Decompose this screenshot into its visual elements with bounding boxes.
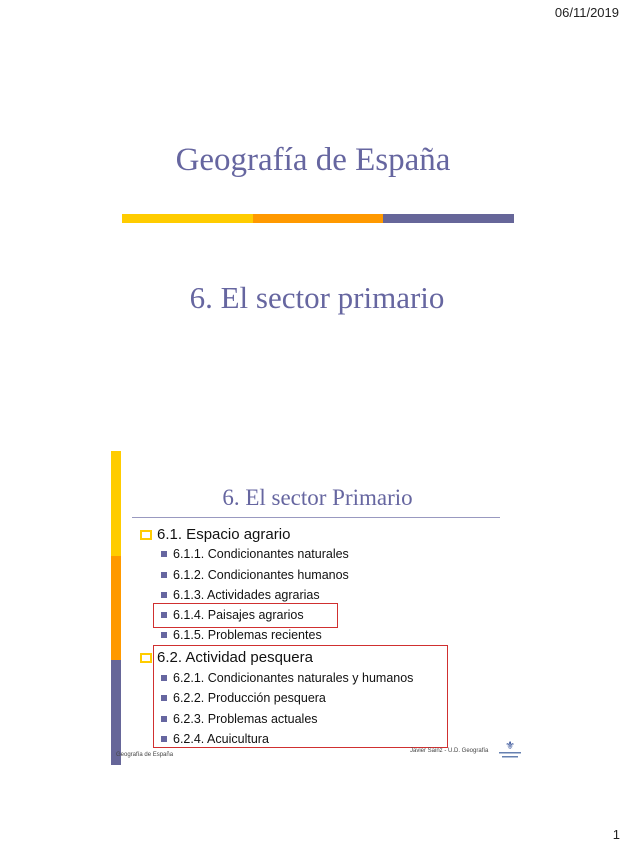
square-bullet-icon bbox=[161, 551, 167, 557]
accent-purple bbox=[111, 660, 121, 765]
university-logo-icon bbox=[496, 737, 524, 763]
hollow-square-bullet-icon bbox=[140, 653, 152, 663]
page-number: 1 bbox=[612, 827, 620, 842]
square-bullet-icon bbox=[161, 592, 167, 598]
divider-orange bbox=[253, 214, 384, 223]
divider-yellow bbox=[122, 214, 253, 223]
highlight-box-6-1-4 bbox=[153, 603, 338, 628]
slide-2-title: 6. El sector Primario bbox=[222, 485, 413, 510]
left-accent-bar bbox=[111, 451, 121, 765]
slide-footer-right: Javier Sainz - U.D. Geografía bbox=[410, 748, 489, 754]
item-label: 6.1.2. Condicionantes humanos bbox=[173, 568, 349, 582]
item-label: 6.1.4. Paisajes agrarios bbox=[173, 608, 304, 622]
item-label: 6.2.1. Condicionantes naturales y humanos bbox=[173, 671, 414, 685]
item-label: 6.1.3. Actividades agrarias bbox=[173, 588, 320, 602]
slide-1-title: Geografía de España bbox=[175, 142, 451, 178]
section-6-1 bbox=[140, 526, 290, 543]
slide-1-subtitle: 6. El sector primario bbox=[189, 280, 445, 315]
divider-purple bbox=[383, 214, 514, 223]
square-bullet-icon bbox=[161, 572, 167, 578]
item-label: 6.1.5. Problemas recientes bbox=[173, 628, 322, 642]
section-label: 6.1. Espacio agrario bbox=[157, 526, 291, 543]
title-rule bbox=[132, 517, 500, 518]
accent-orange bbox=[111, 556, 121, 661]
hollow-square-bullet-icon bbox=[140, 530, 152, 540]
item-label: 6.1.1. Condicionantes naturales bbox=[173, 547, 349, 561]
tricolor-divider bbox=[122, 214, 514, 223]
list-item bbox=[161, 568, 349, 582]
list-item bbox=[161, 588, 320, 602]
accent-yellow bbox=[111, 451, 121, 556]
square-bullet-icon bbox=[161, 632, 167, 638]
slide-footer-left: Geografía de España bbox=[116, 752, 174, 758]
print-date: 06/11/2019 bbox=[554, 5, 619, 20]
item-label: 6.2.4. Acuicultura bbox=[173, 732, 269, 746]
section-label: 6.2. Actividad pesquera bbox=[157, 649, 313, 666]
list-item bbox=[161, 628, 322, 642]
highlight-box-6-2 bbox=[153, 645, 448, 748]
list-item bbox=[161, 547, 349, 561]
svg-text:⚜: ⚜ bbox=[505, 739, 515, 752]
item-label: 6.2.3. Problemas actuales bbox=[173, 712, 318, 726]
item-label: 6.2.2. Producción pesquera bbox=[173, 691, 326, 705]
